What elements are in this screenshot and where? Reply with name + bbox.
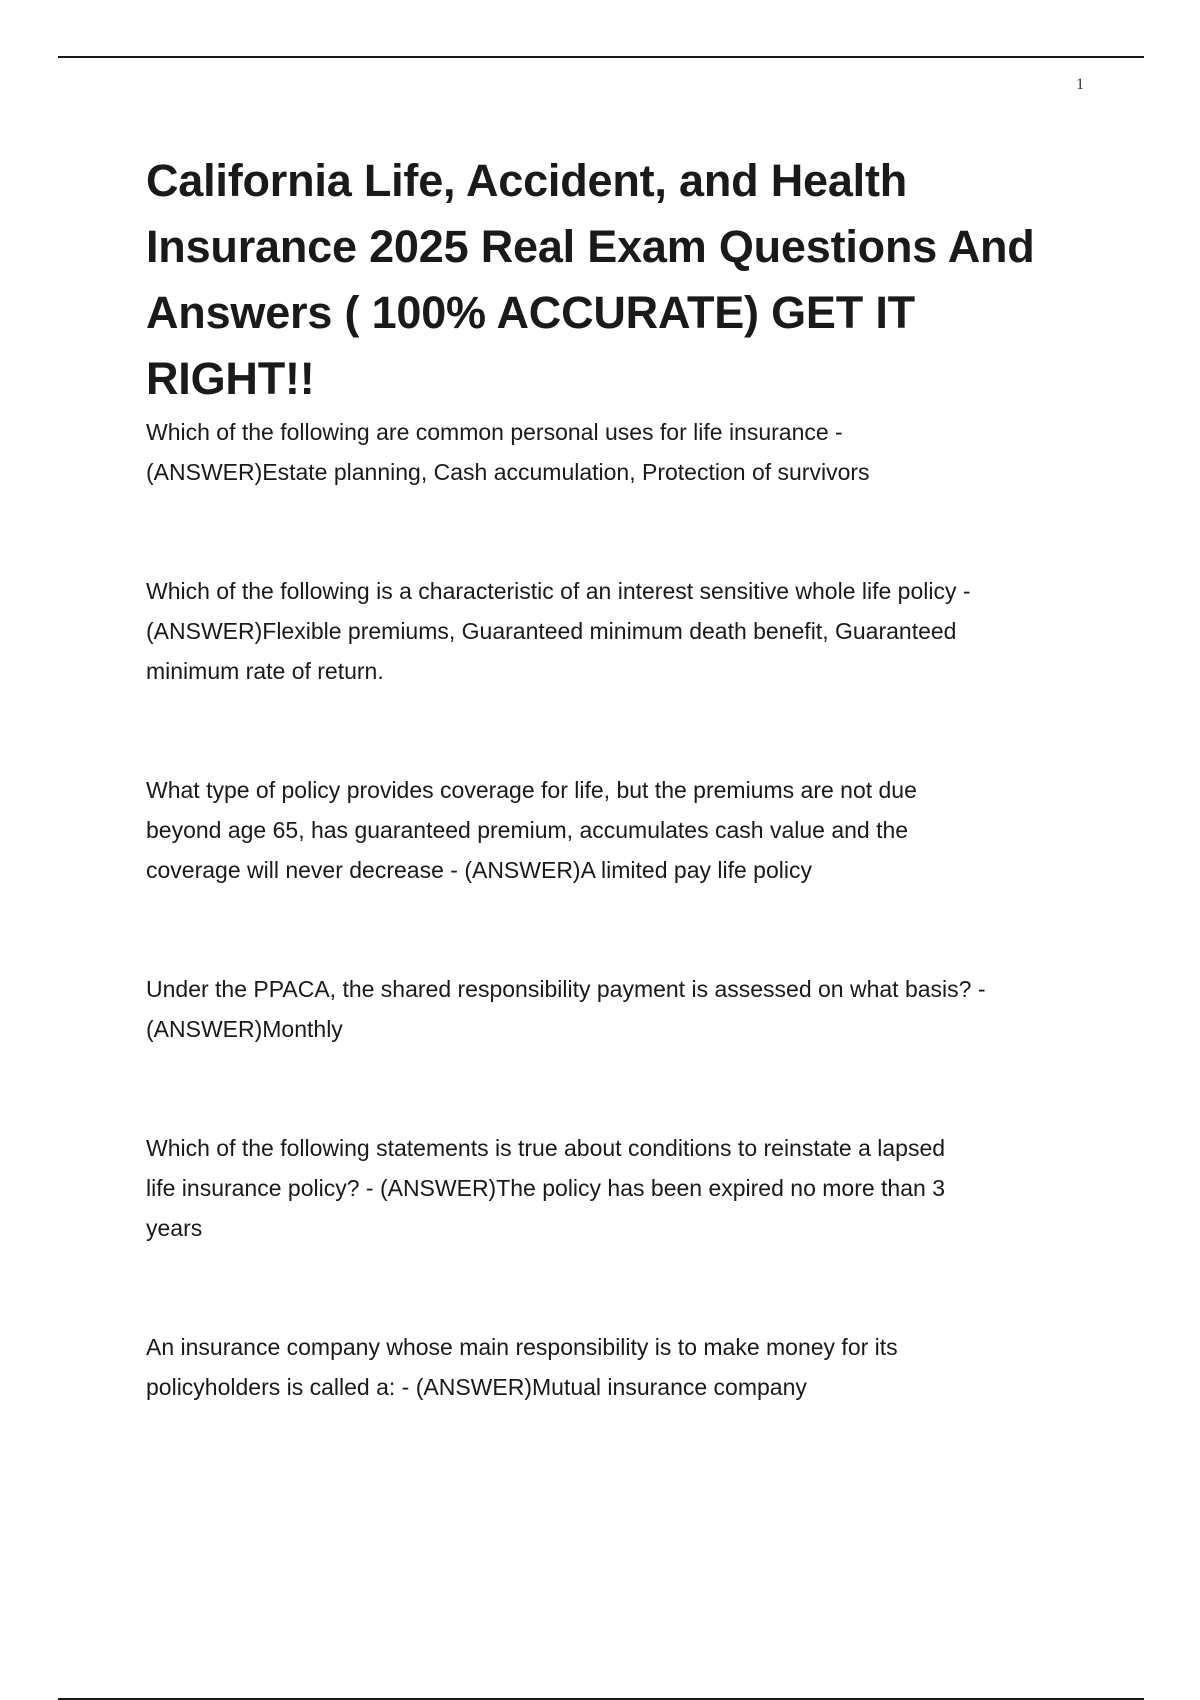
qa-line: (ANSWER)Monthly (146, 1016, 343, 1042)
qa-item (146, 1327, 1096, 1407)
qa-line: (ANSWER)Estate planning, Cash accumulation, Protection of survivors (146, 459, 870, 485)
top-rule (58, 56, 1144, 58)
qa-line: life insurance policy? - (ANSWER)The policy has been expired no more than 3 (146, 1175, 945, 1201)
qa-line: beyond age 65, has guaranteed premium, accumulates cash value and the (146, 817, 909, 843)
page-number: 1 (1076, 76, 1084, 93)
qa-line: (ANSWER)Flexible premiums, Guaranteed minimum death benefit, Guaranteed (146, 618, 957, 644)
title-line: RIGHT!! (146, 353, 315, 404)
qa-line: Which of the following are common personal uses for life insurance - (146, 419, 843, 445)
qa-line: Under the PPACA, the shared responsibility payment is assessed on what basis? - (146, 976, 986, 1002)
qa-item (146, 770, 1096, 890)
document-body (146, 148, 1096, 1407)
qa-item (146, 1128, 1096, 1248)
qa-line: coverage will never decrease - (ANSWER)A limited pay life policy (146, 857, 812, 883)
qa-item (146, 969, 1096, 1049)
qa-line: Which of the following is a characteristic of an interest sensitive whole life policy - (146, 578, 971, 604)
qa-line: Which of the following statements is true about conditions to reinstate a lapsed (146, 1135, 946, 1161)
qa-line: minimum rate of return. (146, 658, 384, 684)
qa-item (146, 412, 1096, 492)
title-line: California Life, Accident, and Health (146, 155, 908, 206)
title-line: Answers ( 100% ACCURATE) GET IT (146, 287, 915, 338)
qa-line: An insurance company whose main responsibility is to make money for its (146, 1334, 898, 1360)
qa-item (146, 571, 1096, 691)
qa-line: What type of policy provides coverage for life, but the premiums are not due (146, 777, 917, 803)
qa-line: policyholders is called a: - (ANSWER)Mutual insurance company (146, 1374, 807, 1400)
title-line: Insurance 2025 Real Exam Questions And (146, 221, 1035, 272)
qa-line: years (146, 1215, 203, 1241)
document-title (146, 148, 1096, 412)
question-answer-list (146, 412, 1096, 1407)
